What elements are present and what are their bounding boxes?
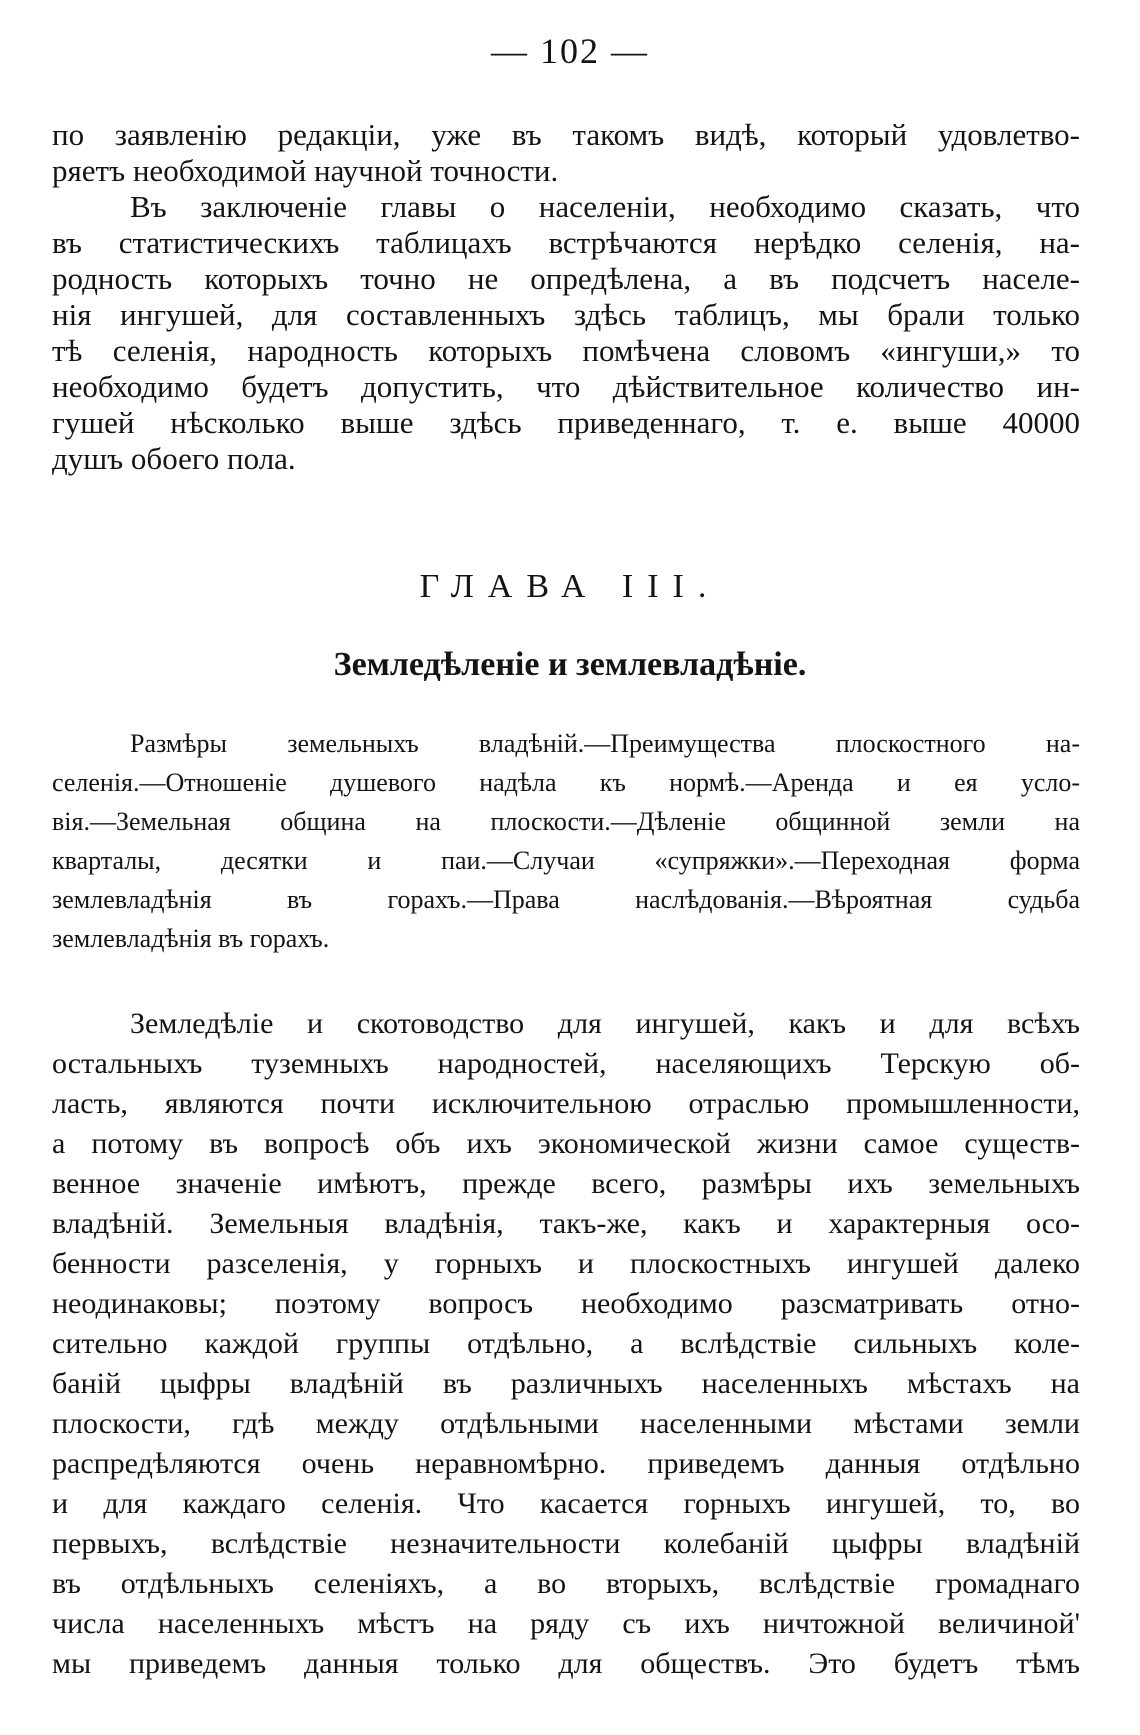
summary-line: кварталы, десятки и паи.—Случаи «супряжки».—Переходная форма — [52, 846, 1080, 875]
summary-line: землевладѣнія въ горахъ.—Права наслѣдованія.—Вѣроятная судьба — [52, 885, 1080, 914]
intro-line: по заявленію редакціи, уже въ такомъ видѣ, который удовлетво- — [52, 117, 1080, 152]
summary-line: вія.—Земельная община на плоскости.—Дѣленіе общинной земли на — [52, 807, 1080, 836]
body-line: Земледѣліе и скотоводство для ингушей, какъ и для всѣхъ — [130, 1007, 1080, 1040]
intro-line: тѣ селенія, народность которыхъ помѣчена словомъ «ингуши,» то — [52, 333, 1080, 368]
intro-line: необходимо будетъ допустить, что дѣйствительное количество ин- — [52, 369, 1080, 404]
page-number: — 102 — — [491, 31, 649, 71]
body-line: а потому въ вопросѣ объ ихъ экономической жизни самое существ- — [52, 1127, 1080, 1160]
intro-line: нія ингушей, для составленныхъ здѣсь таблицъ, мы брали только — [52, 297, 1080, 332]
body-line: мы приведемъ данныя только для обществъ. Это будетъ тѣмъ — [52, 1647, 1080, 1680]
body-line: сительно каждой группы отдѣльно, а вслѣдствіе сильныхъ коле- — [52, 1327, 1080, 1360]
body-line: и для каждаго селенія. Что касается горныхъ ингушей, то, во — [52, 1487, 1080, 1520]
summary-line: землевладѣнія въ горахъ. — [52, 924, 330, 953]
summary-line: селенія.—Отношеніе душевого надѣла къ нормѣ.—Аренда и ея усло- — [52, 768, 1080, 797]
intro-line: въ статистическихъ таблицахъ встрѣчаются нерѣдко селенія, на- — [52, 225, 1080, 260]
body-line: владѣній. Земельныя владѣнія, такъ-же, какъ и характерныя осо- — [52, 1207, 1080, 1240]
body-line: баній цыфры владѣній въ различныхъ населенныхъ мѣстахъ на — [52, 1367, 1080, 1400]
body-line: остальныхъ туземныхъ народностей, населяющихъ Терскую об- — [52, 1047, 1080, 1080]
body-line: распредѣляются очень неравномѣрно. приведемъ данныя отдѣльно — [52, 1447, 1080, 1480]
intro-line: родность которыхъ точно не опредѣлена, а въ подсчетъ населе- — [52, 261, 1080, 296]
body-line: первыхъ, вслѣдствіе незначительности колебаній цыфры владѣній — [52, 1527, 1080, 1560]
intro-line: душъ обоего пола. — [52, 441, 296, 476]
body-line: плоскости, гдѣ между отдѣльными населенными мѣстами земли — [52, 1407, 1080, 1440]
intro-line: Въ заключеніе главы о населеніи, необходимо сказать, что — [130, 189, 1080, 224]
body-line: въ отдѣльныхъ селеніяхъ, а во вторыхъ, вслѣдствіе громаднаго — [52, 1567, 1080, 1600]
intro-line: гушей нѣсколько выше здѣсь приведеннаго, т. е. выше 40000 — [52, 405, 1080, 440]
body-line: числа населенныхъ мѣстъ на ряду съ ихъ ничтожной величиной' — [52, 1607, 1080, 1640]
chapter-title: Земледѣленіе и землевладѣніе. — [333, 646, 807, 683]
body-line: бенности разселенія, у горныхъ и плоскостныхъ ингушей далеко — [52, 1247, 1080, 1280]
body-line: неодинаковы; поэтому вопросъ необходимо разсматривать отно- — [52, 1287, 1080, 1320]
chapter-heading: ГЛАВА III. — [419, 568, 721, 605]
intro-line: ряетъ необходимой научной точности. — [52, 153, 559, 188]
body-line: ласть, являются почти исключительною отраслью промышленности, — [52, 1087, 1080, 1120]
body-line: венное значеніе имѣютъ, прежде всего, размѣры ихъ земельныхъ — [52, 1167, 1080, 1200]
summary-line: Размѣры земельныхъ владѣній.—Преимущества плоскостного на- — [130, 729, 1080, 758]
